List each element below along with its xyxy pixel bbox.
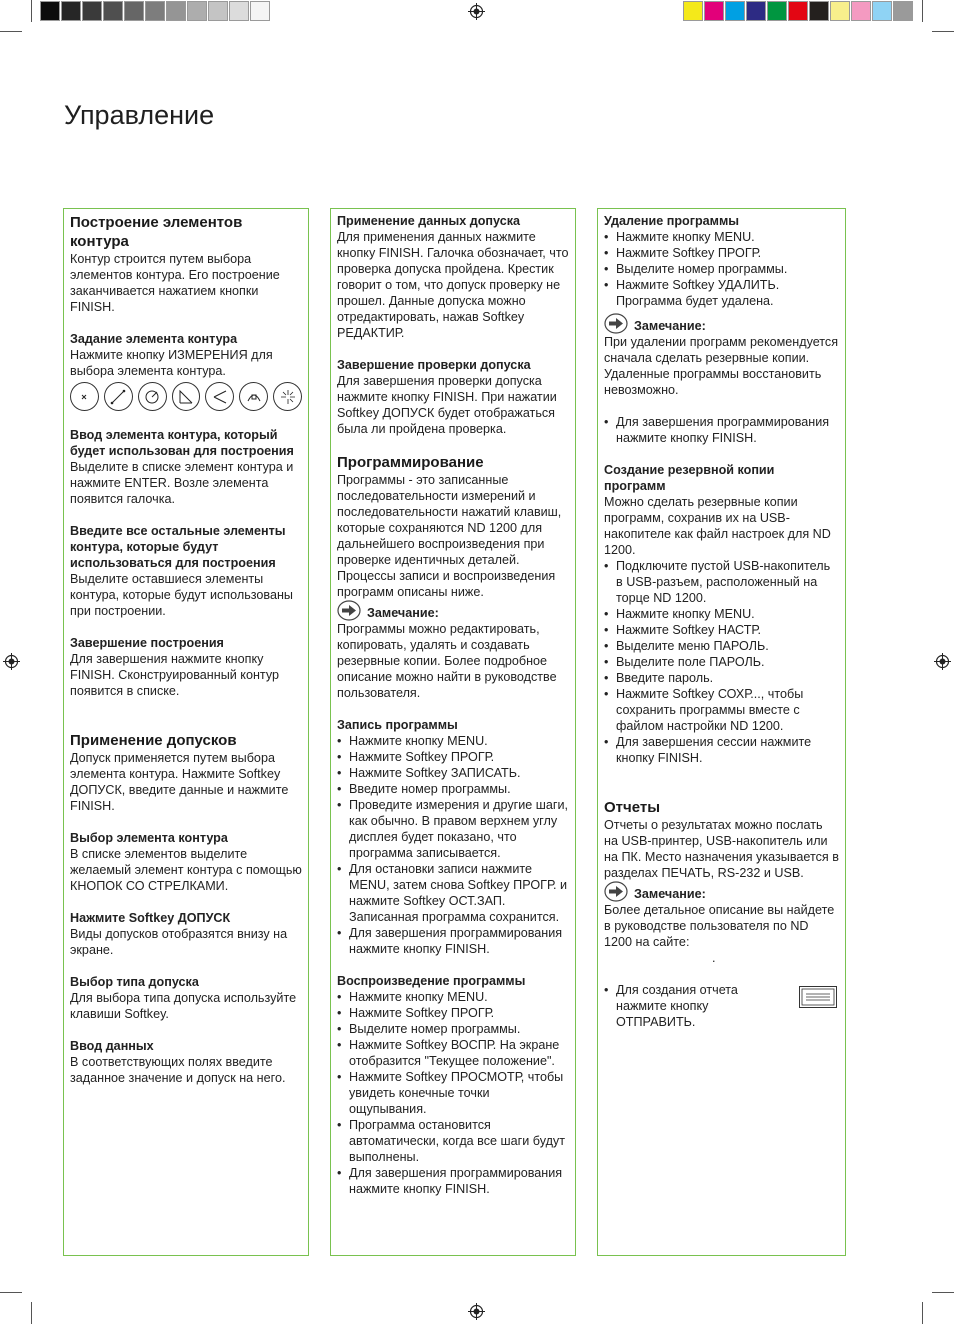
section-heading: Построение элементов контура — [70, 214, 243, 250]
color-swatch — [746, 1, 766, 21]
color-calibration-bar — [683, 1, 914, 21]
subheading: Завершение построения — [70, 636, 224, 650]
section-heading: Применение допусков — [70, 732, 237, 749]
body-text: В соответствующих полях введите заданное значение и допуск на него. — [70, 1055, 286, 1085]
color-swatch — [683, 1, 703, 21]
subheading: Задание элемента контура — [70, 332, 238, 346]
crop-mark — [922, 1302, 923, 1324]
note — [604, 881, 839, 902]
color-swatch — [704, 1, 724, 21]
crop-mark — [922, 0, 923, 22]
list-item: • Программа остановится автоматически, когда все шаги будут выполнены. — [337, 1117, 569, 1165]
list-item: • Для завершения программирования нажмите кнопку FINISH. — [604, 414, 839, 446]
subheading: Запись программы — [337, 718, 458, 732]
subheading: Создание резервной копии программ — [604, 463, 775, 493]
body-text: Можно сделать резервные копии программ, сохранив их на USB-накопителе как файл настроек для ND 1200. — [604, 495, 831, 557]
registration-mark-icon — [468, 3, 485, 20]
list-item: • Нажмите Softkey ВОСПР. На экране отобразится "Текущее положение". — [337, 1037, 569, 1069]
list-item: • Для создания отчета нажмите кнопку ОТПРАВИТЬ. — [604, 982, 751, 1030]
color-swatch — [809, 1, 829, 21]
list-item: • Нажмите Softkey ПРОГР. — [604, 245, 839, 261]
body-text: Для применения данных нажмите кнопку FINISH. Галочка обозначает, что проверка допуска пройдена. Крестик говорит о том, что допуск проверку не прошел. Данные допуска можно отредактировать, нажав Softkey РЕДАКТИР. — [337, 230, 569, 340]
body-text: Виды допусков отобразятся внизу на экране. — [70, 927, 288, 957]
color-swatch — [208, 1, 228, 21]
crop-mark — [31, 0, 32, 22]
page-title: Управление — [64, 100, 215, 130]
crop-mark — [0, 1292, 22, 1293]
column-programs-reports — [597, 208, 846, 1256]
color-swatch — [851, 1, 871, 21]
body-text: Для завершения нажмите кнопку FINISH. Сконструированный контур появится в списке. — [70, 652, 279, 698]
circle-icon — [138, 382, 167, 411]
send-report-item — [604, 982, 839, 1030]
note-label: Замечание: — [634, 319, 706, 333]
color-swatch — [103, 1, 123, 21]
note-label: Замечание: — [367, 606, 439, 620]
list-item: • Нажмите Softkey УДАЛИТЬ. Программа будет удалена. — [604, 277, 839, 309]
color-swatch — [830, 1, 850, 21]
crop-mark — [932, 1292, 954, 1293]
list-item: • Нажмите Softkey НАСТР. — [604, 622, 839, 638]
color-swatch — [893, 1, 913, 21]
registration-mark-icon — [3, 653, 20, 670]
bullet-list — [604, 558, 839, 766]
column-contour — [63, 208, 309, 1256]
body-text: Нажмите кнопку ИЗМЕРЕНИЯ для выбора элемента контура. — [70, 348, 273, 378]
color-swatch — [145, 1, 165, 21]
color-swatch — [40, 1, 60, 21]
body-text: Программы - это записанные последовательности измерений и последовательности нажатий клавиш, которые сохраняются ND 1200 для дальнейшего воспроизведения при проверке идентичных деталей. Процессы записи и воспроизведения программ описаны ниже. — [337, 473, 562, 599]
subheading: Ввод данных — [70, 1039, 154, 1053]
body-text: . — [712, 951, 716, 965]
list-item: • Нажмите Softkey СОХР..., чтобы сохранить программы вместе с файлом настройки ND 1200. — [604, 686, 839, 734]
body-text: Программы можно редактировать, копировать, удалять и создавать резервные копии. Более подробное описание можно найти в руководстве пользователя. — [337, 622, 557, 700]
color-swatch — [725, 1, 745, 21]
subheading: Введите все остальные элементы контура, которые будут использоваться для построения — [70, 524, 286, 570]
arrow-right-icon — [337, 600, 361, 621]
gray-calibration-bar — [40, 1, 271, 21]
color-swatch — [229, 1, 249, 21]
list-item: • Подключите пустой USB-накопитель в USB-разъем, расположенный на торце ND 1200. — [604, 558, 839, 606]
bullet-list — [604, 414, 839, 446]
color-swatch — [767, 1, 787, 21]
crop-mark — [31, 1302, 32, 1324]
color-swatch — [166, 1, 186, 21]
send-button-icon — [799, 986, 837, 1008]
bullet-list — [337, 989, 569, 1197]
subheading: Воспроизведение программы — [337, 974, 526, 988]
note — [337, 600, 569, 621]
body-text: В списке элементов выделите желаемый элемент контура с помощью КНОПОК СО СТРЕЛКАМИ. — [70, 847, 302, 893]
list-item: • Для завершения сессии нажмите кнопку FINISH. — [604, 734, 839, 766]
subheading: Завершение проверки допуска — [337, 358, 531, 372]
bullet-list — [337, 733, 569, 957]
list-item: • Выделите меню ПАРОЛЬ. — [604, 638, 839, 654]
color-swatch — [61, 1, 81, 21]
color-swatch — [124, 1, 144, 21]
color-swatch — [250, 1, 270, 21]
list-item: • Нажмите Softkey ЗАПИСАТЬ. — [337, 765, 569, 781]
color-swatch — [872, 1, 892, 21]
registration-mark-icon — [934, 653, 951, 670]
list-item: • Для завершения программирования нажмите кнопку FINISH. — [337, 1165, 569, 1197]
list-item: • Нажмите кнопку MENU. — [337, 989, 569, 1005]
angle-icon — [172, 382, 201, 411]
distance-icon — [205, 382, 234, 411]
subheading: Нажмите Softkey ДОПУСК — [70, 911, 231, 925]
registration-mark-icon — [468, 1303, 485, 1320]
color-swatch — [187, 1, 207, 21]
sparkle-icon — [273, 382, 302, 411]
list-item: • Для завершения программирования нажмите кнопку FINISH. — [337, 925, 569, 957]
list-item: • Нажмите кнопку MENU. — [337, 733, 569, 749]
body-text: Контур строится путем выбора элементов контура. Его построение заканчивается нажатием кнопки FINISH. — [70, 252, 280, 314]
point-icon — [70, 382, 99, 411]
list-item: • Нажмите Softkey ПРОГР. — [337, 749, 569, 765]
body-text: Для завершения проверки допуска нажмите кнопку FINISH. При нажатии Softkey ДОПУСК будет отображаться была ли пройдена проверка. — [337, 374, 557, 436]
list-item: • Нажмите Softkey ПРОГР. — [337, 1005, 569, 1021]
arrow-right-icon — [604, 313, 628, 334]
crop-mark — [0, 31, 22, 32]
color-swatch — [82, 1, 102, 21]
section-heading: Программирование — [337, 454, 484, 471]
body-text: Допуск применяется путем выбора элемента контура. Нажмите Softkey ДОПУСК, введите данные и нажмите FINISH. — [70, 751, 289, 813]
body-text: При удалении программ рекомендуется сначала сделать резервные копии. Удаленные программы восстановить невозможно. — [604, 335, 839, 397]
line-icon — [104, 382, 133, 411]
body-text: Для выбора типа допуска используйте клавиши Softkey. — [70, 991, 297, 1021]
list-item: • Нажмите Softkey ПРОСМОТР, чтобы увидеть конечные точки ощупывания. — [337, 1069, 569, 1117]
subheading: Удаление программы — [604, 214, 740, 228]
color-swatch — [788, 1, 808, 21]
list-item: • Проведите измерения и другие шаги, как обычно. В правом верхнем углу дисплея будет показано, что программа записывается. — [337, 797, 569, 861]
subheading: Применение данных допуска — [337, 214, 521, 228]
measure-icons-row — [70, 382, 302, 411]
body-text: Отчеты о результатах можно послать на USB-принтер, USB-накопитель или на ПК. Место назначения указывается в разделах ПЕЧАТЬ, RS-232 и USB. — [604, 818, 839, 880]
list-item: • Нажмите кнопку MENU. — [604, 229, 839, 245]
arc-icon — [239, 382, 268, 411]
body-text: Выделите в списке элемент контура и нажмите ENTER. Возле элемента появится галочка. — [70, 460, 294, 506]
section-heading: Отчеты — [604, 799, 661, 816]
body-text: Более детальное описание вы найдете в руководстве пользователя по ND 1200 на сайте: — [604, 903, 835, 949]
list-item: • Выделите номер программы. — [604, 261, 839, 277]
list-item: • Введите номер программы. — [337, 781, 569, 797]
note-label: Замечание: — [634, 887, 706, 901]
subheading: Выбор элемента контура — [70, 831, 228, 845]
list-item: • Для остановки записи нажмите MENU, затем снова Softkey ПРОГР. и нажмите Softkey ОСТ.ЗАП. Записанная программа сохранится. — [337, 861, 569, 925]
note — [604, 313, 839, 334]
bullet-list — [604, 229, 839, 309]
column-programming — [330, 208, 576, 1256]
list-item: • Выделите номер программы. — [337, 1021, 569, 1037]
body-text: Выделите оставшиеся элементы контура, которые будут использованы при построении. — [70, 572, 293, 618]
list-item: • Выделите поле ПАРОЛЬ. — [604, 654, 839, 670]
subheading: Выбор типа допуска — [70, 975, 199, 989]
list-item: • Нажмите кнопку MENU. — [604, 606, 839, 622]
crop-mark — [932, 31, 954, 32]
arrow-right-icon — [604, 881, 628, 902]
list-item: • Введите пароль. — [604, 670, 839, 686]
subheading: Ввод элемента контура, который будет использован для построения — [70, 428, 294, 458]
